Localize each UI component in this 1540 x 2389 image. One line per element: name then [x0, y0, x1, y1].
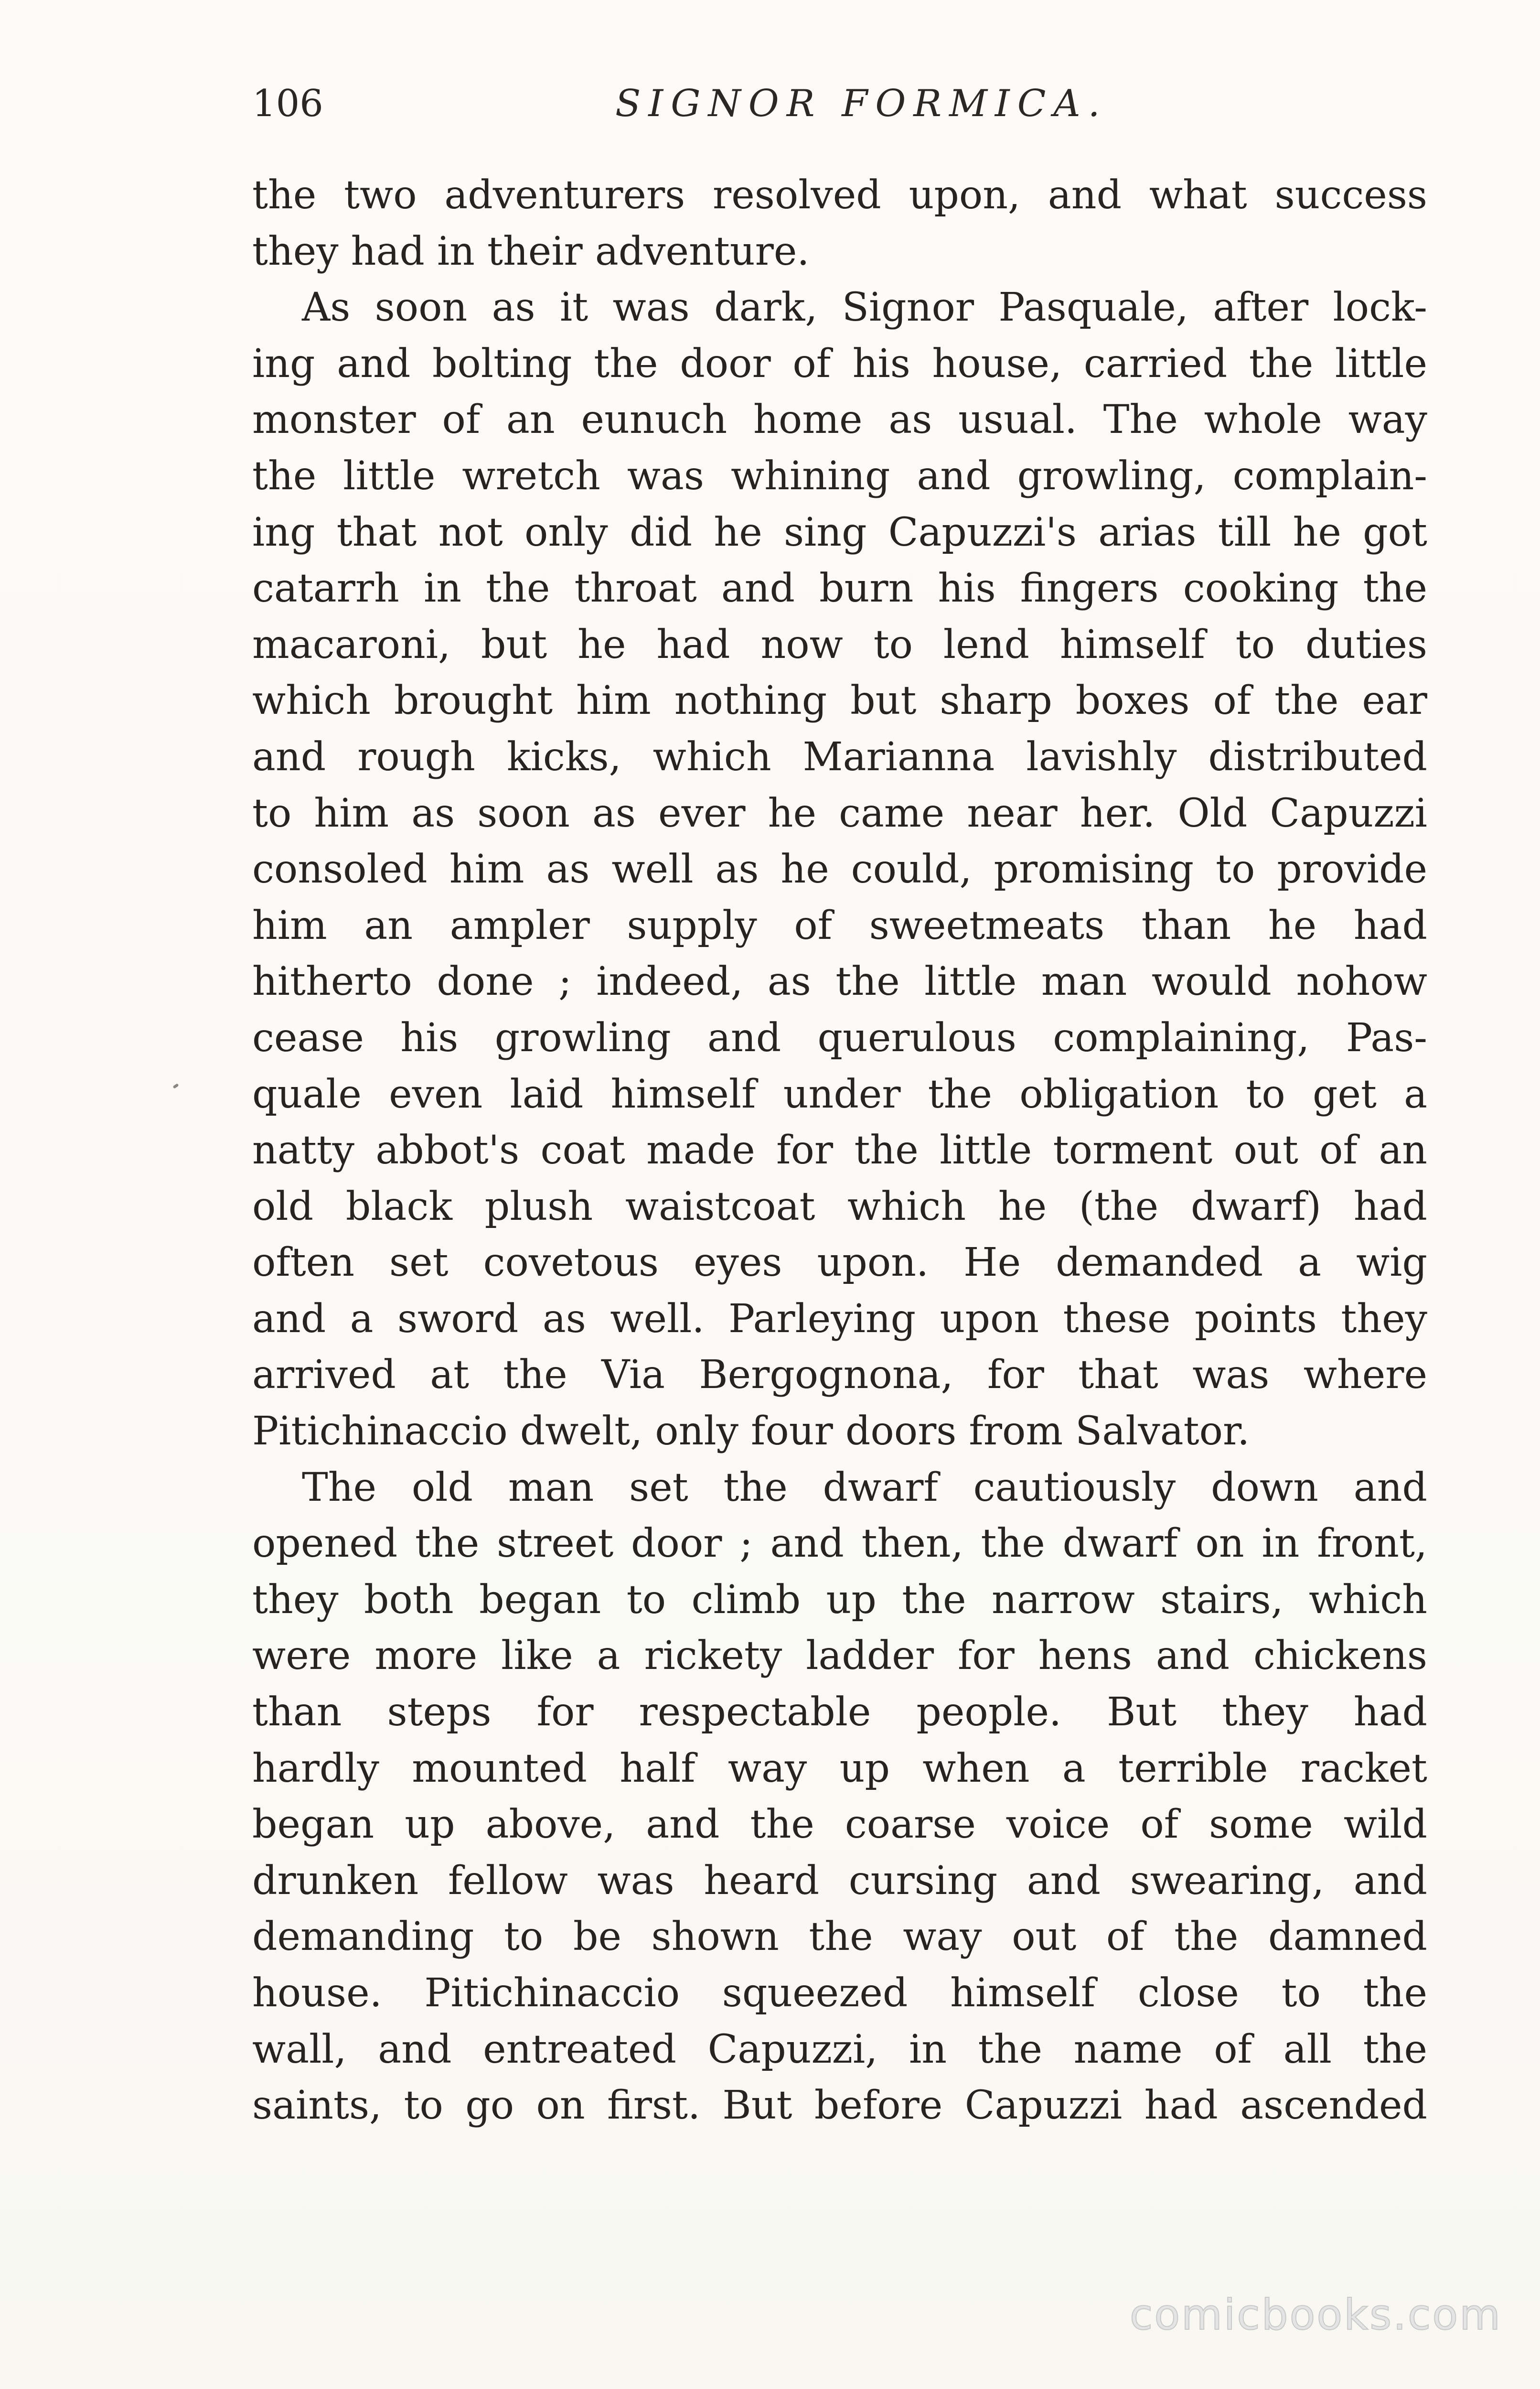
body-text: [252, 167, 1427, 2134]
text-line: As soon as it was dark, Signor Pasquale, after lock-: [302, 285, 1427, 331]
text-line: old black plush waistcoat which he (the dwarf) had: [252, 1184, 1427, 1229]
text-line: natty abbot's coat made for the little torment out of an: [252, 1128, 1427, 1173]
text-line: monster of an eunuch home as usual. The whole way: [252, 397, 1427, 443]
text-line: consoled him as well as he could, promising to provide: [252, 847, 1427, 893]
text-line: catarrh in the throat and burn his fingers cooking the: [252, 566, 1427, 612]
text-line: which brought him nothing but sharp boxes of the ear: [252, 678, 1427, 724]
text-line: demanding to be shown the way out of the damned: [252, 1914, 1427, 1960]
running-title: SIGNOR FORMICA.: [615, 82, 1108, 125]
text-line: hitherto done ; indeed, as the little man would nohow: [252, 959, 1427, 1005]
text-line: Pitichinaccio dwelt, only four doors from Salvator.: [252, 1409, 1250, 1454]
margin-mark: [172, 1083, 179, 1089]
text-line: often set covetous eyes upon. He demanded a wig: [252, 1240, 1427, 1286]
running-head: [252, 77, 1427, 130]
text-line: The old man set the dwarf cautiously down and: [302, 1464, 1427, 1510]
text-line: and rough kicks, which Marianna lavishly distributed: [252, 734, 1427, 780]
text-line: to him as soon as ever he came near her. Old Capuzzi: [252, 790, 1427, 836]
text-line: house. Pitichinaccio squeezed himself close to the: [252, 1970, 1427, 2016]
watermark: comicbooks.com: [1129, 2290, 1502, 2339]
text-line: opened the street door ; and then, the dwarf on in front,: [252, 1521, 1427, 1567]
text-line: hardly mounted half way up when a terrible racket: [252, 1745, 1427, 1791]
text-line: they both began to climb up the narrow stairs, which: [252, 1577, 1427, 1623]
text-line: were more like a rickety ladder for hens and chickens: [252, 1633, 1427, 1679]
text-line: him an ampler supply of sweetmeats than he had: [252, 903, 1427, 948]
text-line: wall, and entreated Capuzzi, in the name of all the: [252, 2026, 1427, 2072]
text-line: ing that not only did he sing Capuzzi's arias till he got: [252, 509, 1427, 555]
text-line: arrived at the Via Bergognona, for that was where: [252, 1352, 1427, 1398]
text-line: the little wretch was whining and growling, complain-: [252, 453, 1427, 499]
page-number: 106: [252, 82, 323, 125]
text-line: macaroni, but he had now to lend himself to duties: [252, 622, 1427, 667]
text-line: and a sword as well. Parleying upon these points they: [252, 1296, 1427, 1342]
text-line: than steps for respectable people. But they had: [252, 1690, 1427, 1735]
text-line: cease his growling and querulous complaining, Pas-: [252, 1015, 1427, 1061]
text-line: the two adventurers resolved upon, and what success: [252, 172, 1427, 218]
text-line: quale even laid himself under the obligation to get a: [252, 1071, 1427, 1117]
text-line: they had in their adventure.: [252, 228, 810, 274]
text-line: drunken fellow was heard cursing and swearing, and: [252, 1858, 1427, 1904]
text-line: ing and bolting the door of his house, carried the little: [252, 341, 1427, 387]
text-line: saints, to go on first. But before Capuzzi had ascended: [252, 2083, 1427, 2129]
text-line: began up above, and the coarse voice of some wild: [252, 1802, 1427, 1848]
